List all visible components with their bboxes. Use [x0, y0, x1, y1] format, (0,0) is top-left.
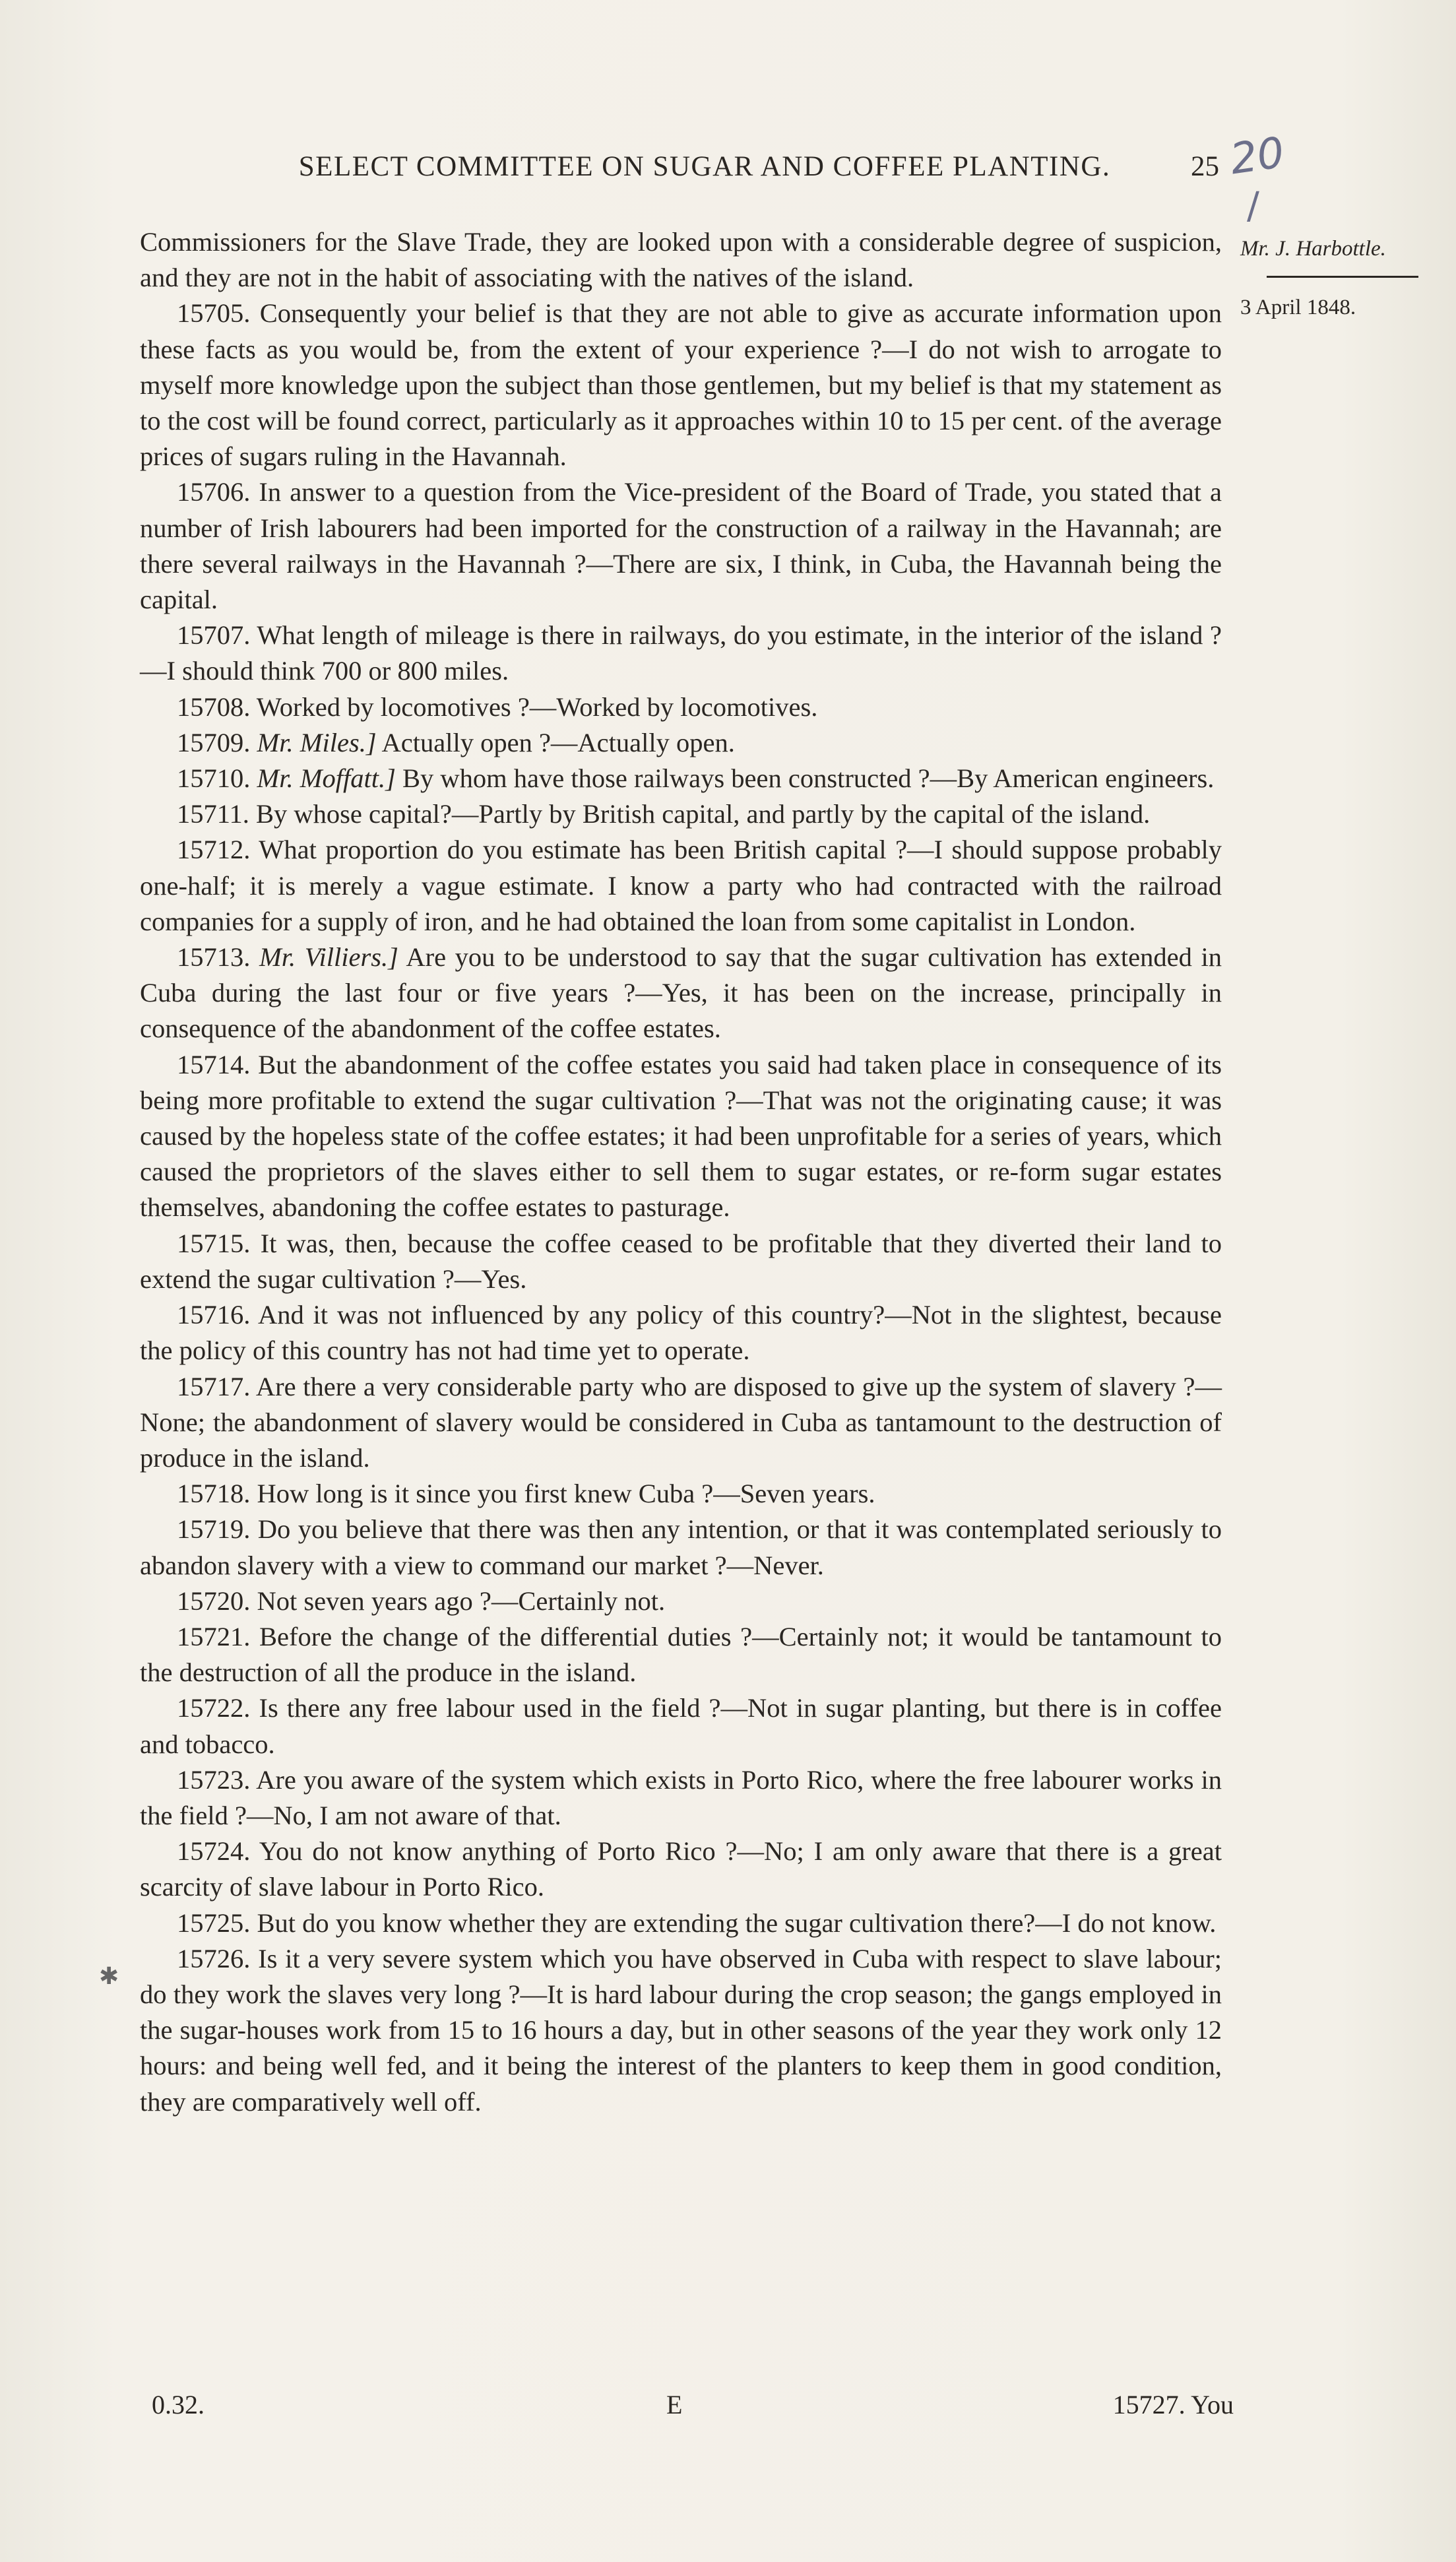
- question-number: 15721.: [177, 1621, 251, 1651]
- question-number: 15724.: [177, 1836, 251, 1867]
- question-answer-text: Is it a very severe system which you have observed in Cuba with respect to slave labour; do they work the slaves very long ?—It is hard labour during the crop season; the gangs employed in the sugar-houses work from 15 to 16 hours a day, but in other seasons of the year they work only 12 hours: and being well fed, and it being the interest of the planters to keep them in good condition, they are comparatively well off.: [140, 1943, 1222, 2117]
- margin-note: [1240, 231, 1438, 325]
- question-answer-text: Are there a very considerable party who are disposed to give up the system of slavery ?—None; the abandonment of slavery would be considered in Cuba as tantamount to the destruction of produce in the island.: [140, 1371, 1222, 1473]
- evidence-paragraph: [140, 940, 1222, 1047]
- witness-date: 3 April 1848.: [1240, 296, 1356, 319]
- question-answer-text: Do you believe that there was then any intention, or that it was contemplated seriously to abandon slavery with a view to command our market ?—Never.: [140, 1514, 1222, 1580]
- question-answer-text: In answer to a question from the Vice-president of the Board of Trade, you stated that a number of Irish labourers had been imported for the construction of a railway in the Havannah; are there several railways in the Havannah ?—There are six, I think, in Cuba, the Havannah being the capital.: [140, 477, 1222, 615]
- question-answer-text: But the abandonment of the coffee estates you said had taken place in consequence of its being more profitable to extend the sugar cultivation ?—That was not the originating cause; it was caused by the hopeless state of the coffee estates; it had been unprofitable for a series of years, which caused the proprietors of the slaves either to sell them to sugar estates, or re-form sugar estates themselves, abandoning the coffee estates to pasturage.: [140, 1049, 1222, 1223]
- question-number: 15726.: [177, 1943, 251, 1973]
- evidence-paragraph: [140, 761, 1222, 796]
- evidence-paragraph: [140, 1762, 1222, 1834]
- question-answer-text: And it was not influenced by any policy of this country?—Not in the slightest, because the policy of this country has not had time yet to operate.: [140, 1300, 1222, 1366]
- evidence-paragraph: [140, 1584, 1222, 1619]
- question-answer-text: By whose capital?—Partly by British capital, and partly by the capital of the island.: [256, 799, 1151, 829]
- question-answer-text: Worked by locomotives ?—Worked by locomotives.: [256, 691, 818, 722]
- question-number: 15715.: [177, 1228, 251, 1258]
- question-number: 15718.: [177, 1479, 251, 1509]
- evidence-paragraph: [140, 474, 1222, 618]
- question-number: 15705.: [177, 298, 251, 329]
- evidence-paragraph: [140, 224, 1222, 296]
- evidence-paragraph: [140, 832, 1222, 940]
- question-number: 15706.: [177, 477, 251, 507]
- question-number: 15717.: [177, 1371, 251, 1401]
- question-answer-text: Commissioners for the Slave Trade, they are looked upon with a considerable degree of suspicion, and they are not in the habit of associating with the natives of the island.: [140, 227, 1222, 293]
- margin-star-mark: ✱: [99, 1963, 119, 1990]
- evidence-paragraph: [140, 796, 1222, 832]
- question-answer-text: Consequently your belief is that they are not able to give as accurate information upon these facts as you would be, from the extent of your experience ?—I do not wish to arrogate to myself more knowledge upon the subject than those gentlemen, but my belief is that my statement as to the cost will be found correct, particularly as it approaches within 10 to 15 per cent. of the average prices of sugars ruling in the Havannah.: [140, 298, 1222, 472]
- evidence-paragraph: [140, 725, 1222, 761]
- evidence-paragraph: [140, 1690, 1222, 1762]
- evidence-paragraph: [140, 1619, 1222, 1690]
- question-number: 15711.: [177, 799, 249, 829]
- witness-name: Mr. J. Harbottle.: [1240, 237, 1386, 261]
- speaker-attribution: Mr. Villiers.]: [259, 942, 398, 973]
- page-number: 25: [1191, 151, 1219, 182]
- question-answer-text: What length of mileage is there in railways, do you estimate, in the interior of the island ?—I should think 700 or 800 miles.: [140, 620, 1222, 686]
- header-title: SELECT COMMITTEE ON SUGAR AND COFFEE PLANTING.: [298, 151, 1111, 182]
- question-answer-text: It was, then, because the coffee ceased to be profitable that they diverted their land to extend the sugar cultivation ?—Yes.: [140, 1228, 1222, 1294]
- evidence-paragraph: [140, 1297, 1222, 1368]
- question-answer-text: Actually open ?—Actually open.: [381, 727, 735, 757]
- running-header: [190, 150, 1219, 183]
- question-number: 15713.: [177, 942, 251, 973]
- question-number: 15712.: [177, 835, 251, 865]
- margin-rule: [1267, 276, 1418, 278]
- question-answer-text: Is there any free labour used in the field ?—Not in sugar planting, but there is in coffee and tobacco.: [140, 1693, 1222, 1759]
- question-number: 15716.: [177, 1300, 251, 1330]
- question-number: 15709.: [177, 727, 251, 757]
- evidence-paragraph: [140, 296, 1222, 474]
- evidence-paragraph: [140, 1226, 1222, 1297]
- question-number: 15723.: [177, 1764, 251, 1795]
- question-number: 15708.: [177, 691, 251, 722]
- footer-signature: E: [666, 2390, 683, 2419]
- speaker-attribution: Mr. Moffatt.]: [257, 763, 396, 794]
- question-answer-text: Before the change of the differential duties ?—Certainly not; it would be tantamount to the destruction of all the produce in the island.: [140, 1621, 1222, 1688]
- question-number: 15710.: [177, 763, 251, 794]
- evidence-paragraph: [140, 1476, 1222, 1512]
- evidence-paragraph: [140, 618, 1222, 689]
- pencil-folio-mark: 20: [1227, 128, 1288, 185]
- evidence-paragraph: [140, 1941, 1222, 2120]
- question-number: 15722.: [177, 1693, 251, 1723]
- question-answer-text: You do not know anything of Porto Rico ?—No; I am only aware that there is a great scarcity of slave labour in Porto Rico.: [140, 1836, 1222, 1902]
- question-number: 15725.: [177, 1907, 251, 1938]
- question-answer-text: Are you to be understood to say that the sugar cultivation has extended in Cuba during the last four or five years ?—Yes, it has been on the increase, principally in consequence of the abandonment of the coffee estates.: [140, 942, 1222, 1044]
- question-answer-text: But do you know whether they are extending the sugar cultivation there?—I do not know.: [257, 1907, 1217, 1938]
- evidence-paragraph: [140, 1512, 1222, 1583]
- question-number: 15707.: [177, 620, 251, 651]
- question-answer-text: By whom have those railways been constructed ?—By American engineers.: [402, 763, 1215, 794]
- question-number: 15720.: [177, 1585, 251, 1616]
- evidence-paragraph: [140, 1047, 1222, 1226]
- question-answer-text: Are you aware of the system which exists in Porto Rico, where the free labourer works in the field ?—No, I am not aware of that.: [140, 1764, 1222, 1830]
- speaker-attribution: Mr. Miles.]: [257, 727, 377, 757]
- question-number: 15719.: [177, 1514, 251, 1545]
- question-answer-text: Not seven years ago ?—Certainly not.: [257, 1585, 666, 1616]
- footer-sheet-number: 0.32.: [152, 2390, 205, 2419]
- question-answer-text: How long is it since you first knew Cuba ?—Seven years.: [257, 1479, 875, 1509]
- evidence-paragraph: [140, 1369, 1222, 1477]
- footer-catchword: 15727. You: [1112, 2390, 1234, 2419]
- evidence-paragraph: [140, 1905, 1222, 1941]
- evidence-paragraph: [140, 689, 1222, 725]
- pencil-slash-mark: /: [1247, 185, 1259, 228]
- question-answer-text: What proportion do you estimate has been British capital ?—I should suppose probably one-half; it is merely a vague estimate. I know a party who had contracted with the railroad companies for a supply of iron, and he had obtained the loan from some capitalist in London.: [140, 835, 1222, 936]
- evidence-paragraph: [140, 1834, 1222, 1905]
- question-number: 15714.: [177, 1049, 251, 1079]
- evidence-text: [140, 224, 1222, 2120]
